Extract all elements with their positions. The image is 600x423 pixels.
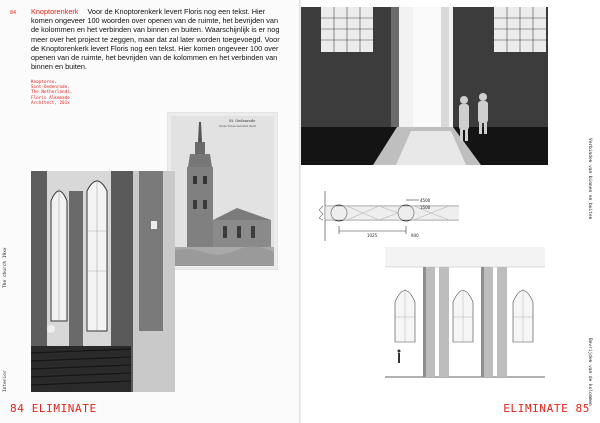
dimension-label: 940: [411, 233, 419, 238]
side-label-the-church: The church 19xx: [3, 247, 8, 288]
right-page: [301, 0, 600, 423]
right-folio: [503, 402, 590, 415]
caption-line: Floris Alkemade: [31, 95, 70, 101]
church-postcard-photo: [167, 112, 278, 270]
elevation-drawing: [385, 247, 545, 381]
caption-line: Architect, 201x: [31, 100, 70, 106]
caption-line: The Netherlands,: [31, 90, 73, 96]
side-label-verbinden: Verbinden van binnen en buiten: [587, 138, 592, 220]
caption-line: Sint-Oedenrode,: [31, 85, 70, 91]
left-page: [0, 0, 299, 423]
postcard-subtitle: Oude Toren van Sint Oedl: [219, 124, 256, 128]
left-folio-word: ELIMINATE: [31, 402, 97, 415]
caption-line: Knoptoren,: [31, 80, 57, 85]
left-folio-number: 84: [10, 402, 25, 415]
intro-title: Knoptorenkerk: [31, 7, 79, 16]
dimension-label: 4500: [420, 198, 431, 203]
intro-paragraph: [31, 7, 286, 71]
dimension-label: 1025: [367, 233, 378, 238]
right-folio-number: 85: [575, 402, 590, 415]
intro-body: Voor de Knoptorenkerk levert Floris nog een tekst. Hier komen ongeveer 100 woorden over openen van de ruimte, het bevrijden van de kolommen en het verbinden van binnen en buiten. Waarschijnlijk is er nog meer over het project te zeggen, maar dat zal later worden toegevoegd. Voor de Knoptorenkerk levert Floris nog een tekst. Hier komen ongeveer 100 over openen van de ruimte, het bevrijden van de kolommen en het verbinden van binnen en buiten.: [31, 7, 280, 72]
column-render-photo: [301, 7, 548, 165]
left-folio: [10, 402, 97, 415]
interior-photo: [31, 171, 175, 392]
page-marker: 84: [10, 10, 17, 16]
photo-caption: [31, 80, 72, 106]
side-label-interior: Interior: [3, 370, 8, 392]
right-folio-word: ELIMINATE: [503, 402, 569, 415]
dimension-label: 1500: [420, 205, 431, 210]
column-plan-drawing: [319, 186, 469, 246]
postcard-title: St. Oedenrode: [229, 119, 256, 123]
side-label-bevrijden: Bevrijden van de kolommen: [587, 338, 592, 406]
